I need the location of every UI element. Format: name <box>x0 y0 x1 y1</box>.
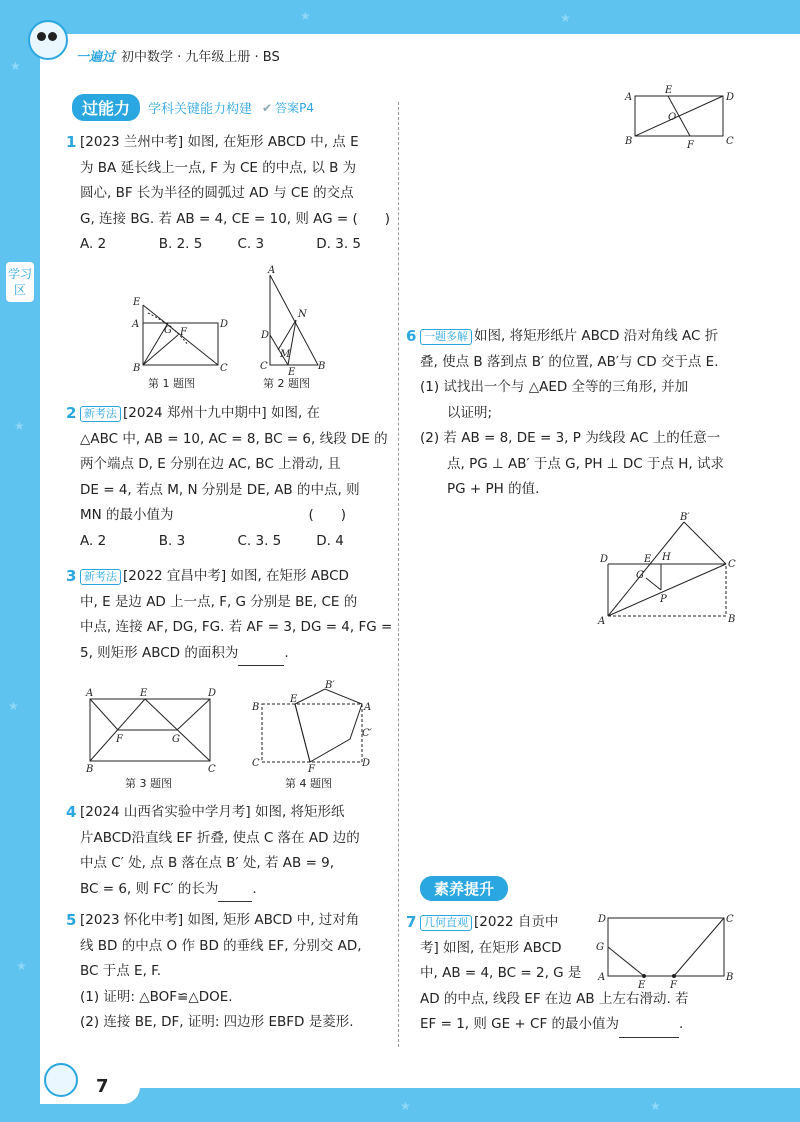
caption-1: 第 1 题图 <box>148 377 195 390</box>
line: BC 于点 E, F. <box>80 963 162 979</box>
svg-text:A: A <box>86 688 94 699</box>
line: 叠, 使点 B 落到点 B′ 的位置, AB′与 CD 交于点 E. <box>420 353 719 370</box>
svg-text:C: C <box>260 361 268 372</box>
svg-text:C: C <box>728 559 736 570</box>
svg-text:B: B <box>86 764 94 775</box>
section-title: 过能力 <box>72 94 140 121</box>
svg-text:B: B <box>252 702 260 713</box>
svg-text:F: F <box>670 980 677 991</box>
svg-text:D: D <box>598 914 607 925</box>
star-icon: ★ <box>8 699 19 713</box>
svg-text:E: E <box>140 688 148 699</box>
question-7: 7 几何直观 [2022 自贡中 考] 如图, 在矩形 ABCD 中, AB = 4, BC = 2, G 是 AD 的中点, 线段 EF 在边 AB 上左右滑动. 若 EF = 1, 则 GE + CF 的最小值为 . <box>420 910 750 1038</box>
svg-text:C: C <box>220 363 228 374</box>
mascot-icon <box>28 20 68 60</box>
figure-4 <box>262 689 362 762</box>
question-number: 2 <box>66 404 77 422</box>
options <box>80 232 395 258</box>
line: 中点 C′ 处, 点 B 落在点 B′ 处, 若 AB = 9, <box>80 855 335 871</box>
figure-q1-q2 <box>128 265 328 395</box>
svg-text:M: M <box>280 349 291 360</box>
svg-text:B: B <box>133 363 141 374</box>
svg-text:H: H <box>662 552 671 563</box>
question-2 <box>66 401 395 554</box>
line: 点, PG ⊥ AB′ 于点 G, PH ⊥ DC 于点 H, 试求 <box>420 455 724 472</box>
svg-text:C: C <box>252 758 260 769</box>
question-3: 3 新考法 [2022 宜昌中考] 如图, 在矩形 ABCD 中, E 是边 AD 上一点, F, G 分别是 BE, CE 的 中点, 连接 AF, DG, FG. 若 AF = 3, DG = 4, FG = 5, 则矩形 ABCD 的面积为 . <box>80 564 395 666</box>
svg-text:E: E <box>133 297 141 308</box>
svg-text:E: E <box>665 85 673 96</box>
line: 圆心, BF 长为半径的圆弧过 AD 与 CE 的交点 <box>80 185 354 201</box>
svg-text:D: D <box>261 330 270 341</box>
svg-text:D: D <box>600 554 609 565</box>
question-number: 4 <box>66 803 77 821</box>
svg-text:E: E <box>644 554 652 565</box>
svg-text:G: G <box>596 942 604 953</box>
line: [2024 郑州十九中期中] 如图, 在 <box>123 405 321 421</box>
star-icon: ★ <box>14 419 25 433</box>
line: △ABC 中, AB = 10, AC = 8, BC = 6, 线段 DE 的 <box>80 430 388 447</box>
svg-text:A: A <box>598 972 606 983</box>
option-d: D. 4 <box>316 532 344 549</box>
line: 5, 则矩形 ABCD 的面积为 <box>80 644 239 661</box>
svg-text:B: B <box>318 361 326 372</box>
figure-2 <box>270 275 318 365</box>
svg-text:A: A <box>598 616 606 627</box>
line: (1) 试找出一个与 △AED 全等的三角形, 并加 <box>420 379 689 395</box>
line: [2024 山西省实验中学月考] 如图, 将矩形纸 <box>80 804 345 820</box>
svg-text:G: G <box>172 734 180 745</box>
svg-text:D: D <box>726 92 735 103</box>
question-number: 6 <box>406 327 417 345</box>
line: [2022 自贡中 <box>474 914 559 930</box>
caption-3: 第 3 题图 <box>125 777 172 790</box>
svg-text:C: C <box>208 764 216 775</box>
line: (1) 证明: △BOF≌△DOE. <box>80 988 233 1005</box>
question-1 <box>66 130 395 258</box>
figure-6 <box>596 512 746 628</box>
option-b: B. 2. 5 <box>158 236 203 252</box>
svg-text:O: O <box>668 112 677 123</box>
star-icon: ★ <box>400 1099 411 1113</box>
line: PG + PH 的值. <box>420 481 540 497</box>
svg-text:F: F <box>687 140 694 151</box>
section-ability <box>72 94 314 120</box>
svg-text:B: B <box>726 972 734 983</box>
line: BC = 6, 则 FC′ 的长为 <box>80 880 219 897</box>
tag: 新考法 <box>80 406 121 422</box>
option-d: D. 3. 5 <box>316 236 361 252</box>
check-icon: ✔ <box>262 100 273 115</box>
star-icon: ★ <box>16 959 27 973</box>
line: 片ABCD沿直线 EF 折叠, 使点 C 落在 AD 边的 <box>80 829 360 846</box>
svg-text:A: A <box>625 92 633 103</box>
line: (2) 连接 BE, DF, 证明: 四边形 EBFD 是菱形. <box>80 1014 354 1030</box>
svg-text:N: N <box>298 309 307 320</box>
answer-blank <box>238 651 284 666</box>
line: [2023 怀化中考] 如图, 矩形 ABCD 中, 过对角 <box>80 912 360 928</box>
svg-text:D: D <box>220 319 229 330</box>
question-number: 7 <box>406 913 417 931</box>
section-literacy <box>420 876 508 900</box>
line: MN 的最小值为 ( ) <box>80 507 347 523</box>
svg-text:A: A <box>268 265 276 276</box>
line: 两个端点 D, E 分别在边 AC, BC 上滑动, 且 <box>80 456 341 472</box>
line: 线 BD 的中点 O 作 BD 的垂线 EF, 分别交 AD, <box>80 937 362 954</box>
tag: 一题多解 <box>420 329 472 345</box>
top-band <box>0 0 800 34</box>
figure-q3-q4 <box>80 680 400 794</box>
svg-text:P: P <box>660 594 667 605</box>
svg-text:B′: B′ <box>325 680 335 691</box>
page-number: 7 <box>96 1076 109 1097</box>
figure-3 <box>90 699 210 761</box>
question-6 <box>406 324 750 503</box>
option-b: B. 3 <box>158 532 186 549</box>
tag: 新考法 <box>80 569 121 585</box>
line: [2022 宜昌中考] 如图, 在矩形 ABCD <box>123 568 349 584</box>
tag: 几何直观 <box>420 915 472 931</box>
star-icon: ★ <box>300 9 311 23</box>
star-icon: ★ <box>10 59 21 73</box>
question-number: 3 <box>66 567 77 585</box>
svg-text:F: F <box>180 327 187 338</box>
options <box>80 529 395 555</box>
line: G, 连接 BG. 若 AB = 4, CE = 10, 则 AG = ( ) <box>80 210 391 227</box>
answer-blank <box>619 1023 679 1038</box>
section-title: 素养提升 <box>420 876 508 901</box>
svg-text:E: E <box>290 694 298 705</box>
line: 为 BA 延长线上一点, F 为 CE 的中点, 以 B 为 <box>80 159 357 176</box>
svg-text:B′: B′ <box>680 512 690 523</box>
svg-text:D: D <box>362 758 371 769</box>
option-c: C. 3. 5 <box>237 532 282 549</box>
header-title: 初中数学 · 九年级上册 · BS <box>121 50 280 65</box>
svg-text:A: A <box>364 702 372 713</box>
svg-text:B: B <box>625 136 633 147</box>
caption-4: 第 4 题图 <box>285 777 332 790</box>
header <box>76 46 280 65</box>
line: AD 的中点, 线段 EF 在边 AB 上左右滑动. 若 <box>420 990 689 1007</box>
question-number: 1 <box>66 133 77 151</box>
line: DE = 4, 若点 M, N 分别是 DE, AB 的中点, 则 <box>80 481 360 498</box>
svg-text:C: C <box>726 136 734 147</box>
brand: 一遍过 <box>76 50 116 65</box>
answer-ref: ✔ 答案P4 <box>262 100 314 115</box>
svg-text:F: F <box>308 764 315 775</box>
line: 如图, 将矩形纸片 ABCD 沿对角线 AC 折 <box>474 328 719 344</box>
svg-text:D: D <box>208 688 217 699</box>
svg-text:B: B <box>728 614 736 625</box>
svg-text:E: E <box>288 367 296 378</box>
side-tab: 学习区 <box>6 262 34 302</box>
line: 考] 如图, 在矩形 ABCD <box>420 939 562 956</box>
line: 中点, 连接 AF, DG, FG. 若 AF = 3, DG = 4, FG = <box>80 619 393 635</box>
svg-text:G: G <box>636 570 644 581</box>
section-subtitle: 学科关键能力构建 <box>148 101 253 117</box>
line: (2) 若 AB = 8, DE = 3, P 为线段 AC 上的任意一 <box>420 430 721 446</box>
figure-3-labels <box>85 688 216 775</box>
svg-text:A: A <box>132 319 140 330</box>
column-divider <box>398 102 399 1047</box>
svg-text:C′: C′ <box>362 728 372 739</box>
line: 中, AB = 4, BC = 2, G 是 <box>420 965 582 981</box>
question-4: 4 [2024 山西省实验中学月考] 如图, 将矩形纸 片ABCD沿直线 EF 折叠, 使点 C 落在 AD 边的 中点 C′ 处, 点 B 落在点 B′ 处, 若 AB = 9, BC = 6, 则 FC′ 的长为 . <box>80 800 395 902</box>
figure-7 <box>594 910 744 991</box>
line: 以证明; <box>420 404 493 421</box>
svg-text:C: C <box>726 914 734 925</box>
line: [2023 兰州中考] 如图, 在矩形 ABCD 中, 点 E <box>80 134 359 150</box>
line: EF = 1, 则 GE + CF 的最小值为 <box>420 1016 620 1032</box>
svg-text:F: F <box>116 734 123 745</box>
option-a: A. 2 <box>80 236 107 252</box>
caption-2: 第 2 题图 <box>263 377 310 390</box>
mascot-icon <box>44 1063 78 1097</box>
star-icon: ★ <box>560 11 571 25</box>
option-c: C. 3 <box>237 236 265 252</box>
question-5 <box>66 908 395 1036</box>
figure-5 <box>620 84 740 154</box>
line: 中, E 是边 AD 上一点, F, G 分别是 BE, CE 的 <box>80 593 358 610</box>
star-icon: ★ <box>650 1099 661 1113</box>
svg-text:E: E <box>638 980 646 991</box>
question-number: 5 <box>66 911 77 929</box>
option-a: A. 2 <box>80 532 107 549</box>
svg-text:G: G <box>164 325 172 336</box>
answer-blank <box>218 887 252 902</box>
